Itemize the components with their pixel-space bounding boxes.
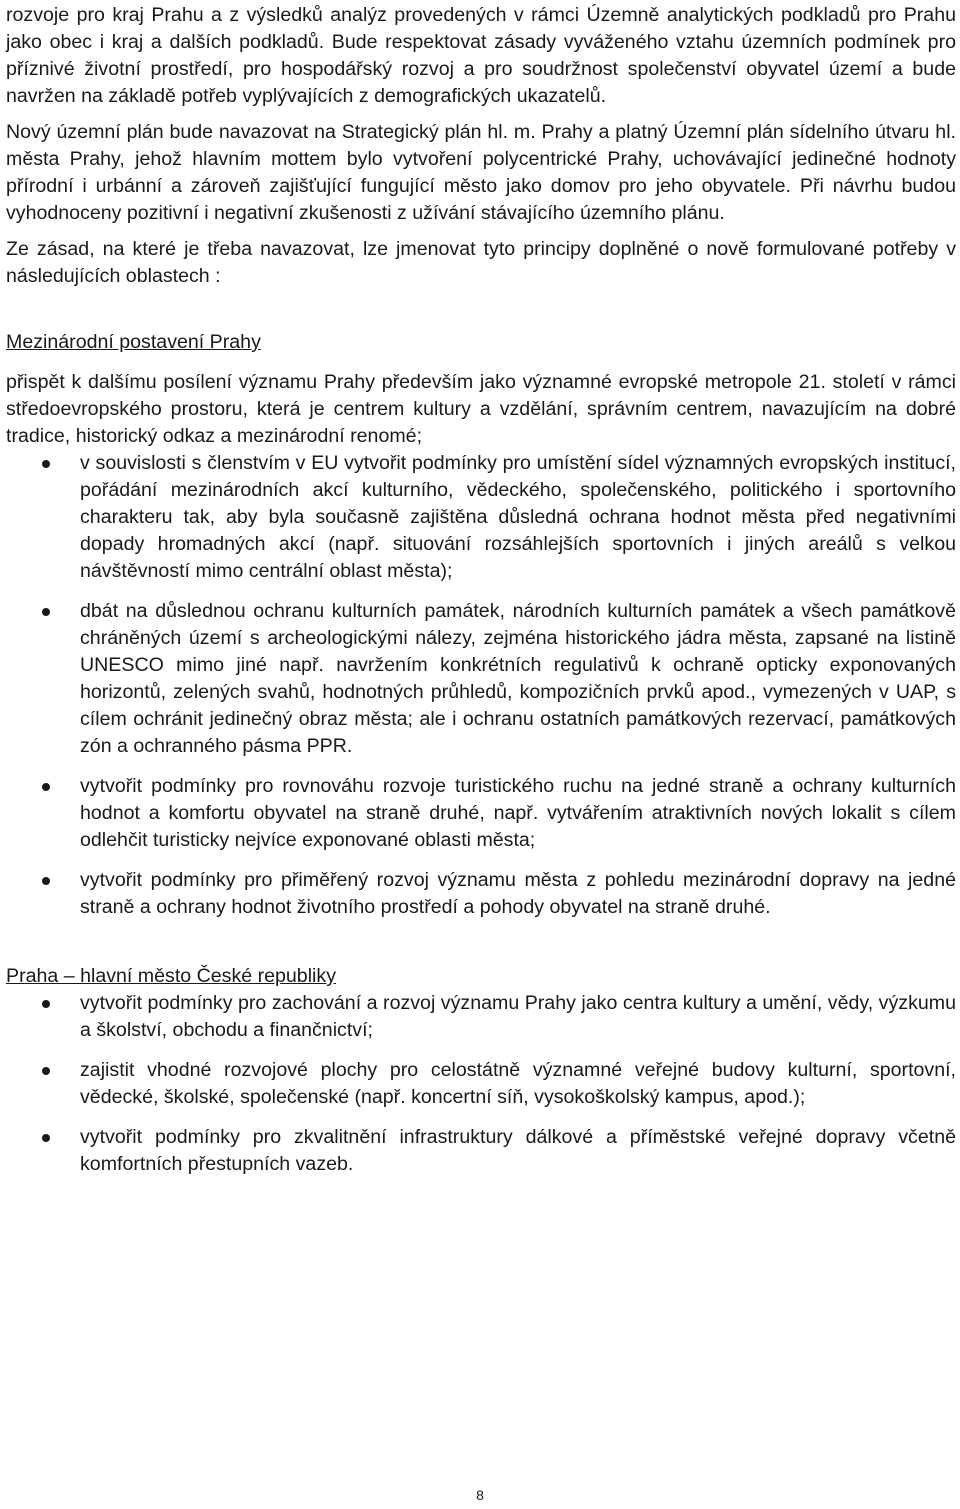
bullet-icon [42, 1000, 50, 1008]
list-item [6, 450, 956, 585]
bullet-icon [42, 783, 50, 791]
list-item-text: v souvislosti s členstvím v EU vytvořit podmínky pro umístění sídel významných evropských institucí, pořádání mezinárodních akcí kulturního, vědeckého, společenského, politického i sportovního charakteru tak, aby byla současně zajištěna důsledná ochrana hodnot města před negativními dopady hromadných akcí (např. situování rozsáhlejších sportovních i jiných areálů s velkou návštěvností mimo centrální oblast města); [80, 452, 956, 582]
list-item-text: zajistit vhodné rozvojové plochy pro celostátně významné veřejné budovy kulturní, sportovní, vědecké, školské, společenské (např. koncertní síň, vysokoškolský kampus, apod.); [80, 1059, 956, 1108]
section-heading-international: Mezinárodní postavení Prahy [6, 331, 261, 353]
bullet-icon [42, 1067, 50, 1075]
list-item [6, 1124, 956, 1178]
bullet-list-international [6, 450, 956, 921]
bullet-icon [42, 608, 50, 616]
bullet-icon [42, 460, 50, 468]
paragraph-strategic-plan: Nový územní plán bude navazovat na Strategický plán hl. m. Prahy a platný Územní plán sídelního útvaru hl. města Prahy, jehož hlavním mottem bylo vytvoření polycentrické Prahy, uchovávající jedinečné hodnoty přírodní i urbánní a zároveň zajišťující fungující město jako domov pro jeho obyvatele. Při návrhu budou vyhodnoceny pozitivní i negativní zkušenosti z užívání stávajícího územního plánu. [6, 121, 956, 224]
list-item-text: vytvořit podmínky pro zachování a rozvoj významu Prahy jako centra kultury a umění, vědy, výzkumu a školství, obchodu a finančnictví; [80, 992, 956, 1041]
bullet-icon [42, 877, 50, 885]
paragraph-intro: rozvoje pro kraj Prahu a z výsledků analýz provedených v rámci Územně analytických podkladů pro Prahu jako obec i kraj a dalších podkladů. Bude respektovat zásady vyváženého vztahu územních podmínek pro příznivé životní prostředí, pro hospodářský rozvoj a pro soudržnost společenství obyvatel území a bude navržen na základě potřeb vyplývajících z demografických ukazatelů. [6, 4, 956, 107]
list-item [6, 773, 956, 854]
bullet-icon [42, 1134, 50, 1142]
list-item-text: vytvořit podmínky pro rovnováhu rozvoje turistického ruchu na jedné straně a ochrany kulturních hodnot a komfortu obyvatel na straně druhé, např. vytvářením atraktivních nových lokalit s cílem odlehčit turisticky nejvíce exponované oblasti města; [80, 775, 956, 851]
section-heading-capital: Praha – hlavní město České republiky [6, 965, 336, 987]
list-item [6, 1057, 956, 1111]
list-item [6, 990, 956, 1044]
bullet-list-capital [6, 990, 956, 1178]
document-page [6, 0, 956, 1178]
list-item-text: vytvořit podmínky pro zkvalitnění infrastruktury dálkové a příměstské veřejné dopravy včetně komfortních přestupních vazeb. [80, 1126, 956, 1175]
list-item-text: vytvořit podmínky pro přiměřený rozvoj významu města z pohledu mezinárodní dopravy na jedné straně a ochrany hodnot životního prostředí a pohody obyvatel na straně druhé. [80, 869, 956, 918]
section-intro-international: přispět k dalšímu posílení významu Prahy především jako významné evropské metropole 21. století v rámci středoevropského prostoru, která je centrem kultury a vzdělání, správním centrem, navazujícím na dobré tradice, historický odkaz a mezinárodní renomé; [6, 371, 956, 447]
page-number: 8 [476, 1487, 484, 1503]
paragraph-principles: Ze zásad, na které je třeba navazovat, lze jmenovat tyto principy doplněné o nově formulované potřeby v následujících oblastech : [6, 238, 956, 287]
list-item [6, 867, 956, 921]
list-item [6, 598, 956, 760]
list-item-text: dbát na důslednou ochranu kulturních památek, národních kulturních památek a všech památkově chráněných území s archeologickými nálezy, zejména historického jádra města, zapsané na listině UNESCO mimo jiné např. navržením konkrétních regulativů k ochraně opticky exponovaných horizontů, zelených svahů, hodnotných průhledů, kompozičních prvků apod., vymezených v UAP, s cílem ochránit jedinečný obraz města; ale i ochranu ostatních památkových rezervací, památkových zón a ochranného pásma PPR. [80, 600, 956, 757]
